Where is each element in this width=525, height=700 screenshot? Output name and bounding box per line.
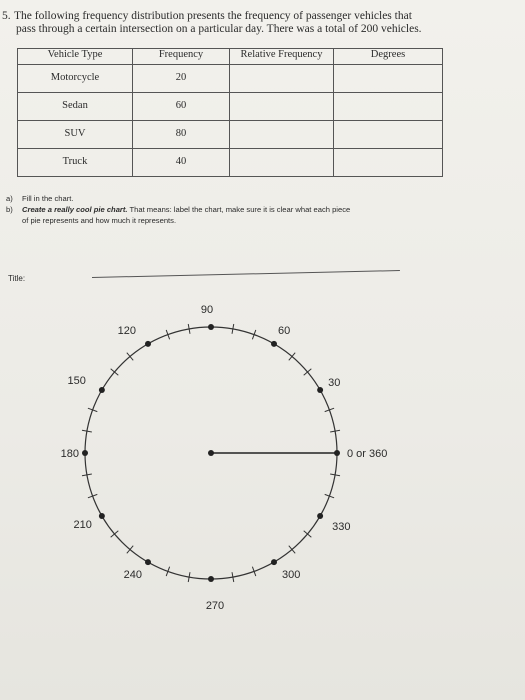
- degree-label-30: 30: [328, 377, 341, 389]
- header-degrees: Degrees: [334, 49, 443, 65]
- dial-labels: [61, 304, 388, 612]
- problem-text-line2: pass through a certain intersection on a particular day. There was a total of 200 vehicles.: [16, 23, 422, 35]
- dial-dot-330: [317, 513, 323, 519]
- dial-dot-240: [145, 559, 151, 565]
- header-relative-frequency: Relative Frequency: [230, 49, 334, 65]
- dial-dot-90: [208, 324, 214, 330]
- dial-dot-60: [271, 341, 277, 347]
- header-vehicle-type: Vehicle Type: [18, 49, 133, 65]
- cell-frequency: 80: [133, 121, 230, 149]
- title-label: Title:: [8, 274, 26, 283]
- dial-dot-120: [145, 341, 151, 347]
- dial-dot-30: [317, 387, 323, 393]
- instruction-b-text-cont: of pie represents and how much it represents.: [22, 216, 177, 225]
- cell-vehicle-type: SUV: [18, 121, 133, 149]
- cell-frequency: 20: [133, 65, 230, 93]
- dial-dot-0: [334, 450, 340, 456]
- dial-dot-300: [271, 559, 277, 565]
- center-point: [208, 450, 214, 456]
- degree-label-210: 210: [73, 519, 92, 531]
- degree-label-0: 0 or 360: [347, 448, 388, 460]
- degree-label-240: 240: [123, 569, 142, 582]
- problem-number: 5.: [2, 10, 11, 22]
- degree-label-90: 90: [200, 304, 214, 316]
- degree-label-300: 300: [282, 569, 301, 582]
- dial-dot-180: [82, 450, 88, 456]
- cell-frequency: 60: [133, 93, 230, 121]
- cell-frequency: 40: [133, 149, 230, 177]
- cell-vehicle-type: Sedan: [18, 93, 133, 121]
- cell-vehicle-type: Truck: [18, 149, 133, 177]
- instruction-b-text: That means: label the chart, make sure it is clear what each piece: [127, 205, 351, 214]
- problem-text-line1: The following frequency distribution presents the frequency of passenger vehicles that: [14, 10, 412, 22]
- instruction-b-label: b): [6, 205, 13, 214]
- degree-label-60: 60: [278, 324, 291, 337]
- dial-dot-210: [99, 513, 105, 519]
- instruction-a-text: Fill in the chart.: [22, 194, 74, 203]
- degree-label-330: 330: [332, 521, 351, 533]
- instruction-b-emphasis: Create a really cool pie chart.: [22, 205, 128, 214]
- degree-label-270: 270: [205, 600, 225, 612]
- degree-label-120: 120: [117, 324, 136, 337]
- degree-label-180: 180: [60, 448, 79, 460]
- dial-dot-270: [208, 576, 214, 582]
- header-frequency: Frequency: [133, 49, 230, 65]
- cell-vehicle-type: Motorcycle: [18, 65, 133, 93]
- degree-label-150: 150: [67, 375, 86, 387]
- instruction-a-label: a): [6, 194, 13, 203]
- dial-dot-150: [99, 387, 105, 393]
